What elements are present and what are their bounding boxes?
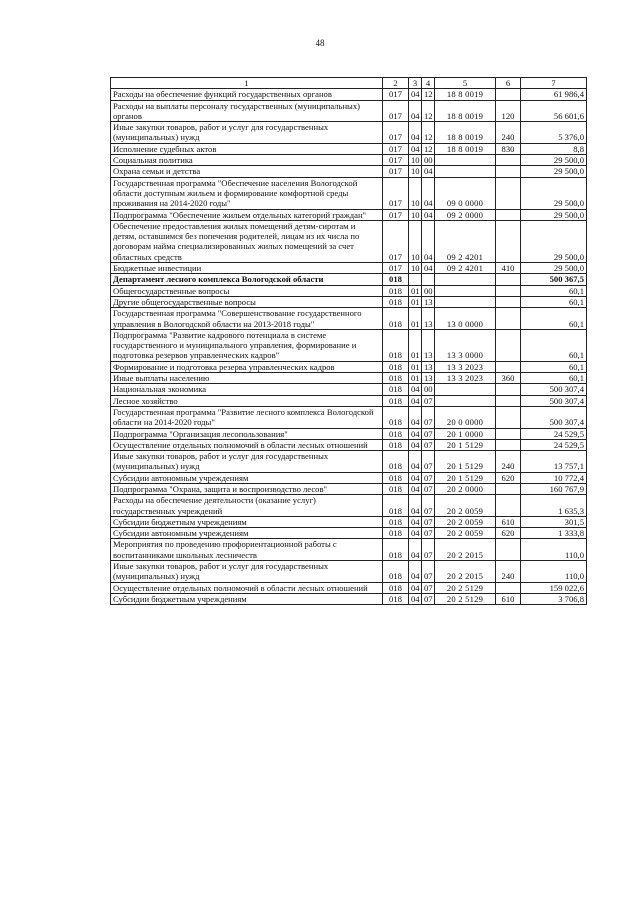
amount-cell: 61 986,4 — [521, 89, 587, 100]
subsection-code-cell: 13 — [422, 373, 435, 384]
section-code-cell: 10 — [409, 166, 422, 177]
amount-cell: 500 307,4 — [521, 406, 587, 428]
amount-cell: 500 307,4 — [521, 395, 587, 406]
ministry-code-cell: 018 — [383, 483, 409, 494]
subsection-code-cell: 07 — [422, 483, 435, 494]
expense-name-cell: Осуществление отдельных полномочий в области лесных отношений — [111, 439, 383, 450]
amount-cell: 10 772,4 — [521, 472, 587, 483]
subsection-code-cell: 07 — [422, 528, 435, 539]
ministry-code-cell: 017 — [383, 155, 409, 166]
expense-type-cell — [496, 89, 521, 100]
amount-cell: 29 500,0 — [521, 220, 587, 262]
table-row — [111, 285, 587, 296]
table-row — [111, 89, 587, 100]
amount-cell: 13 757,1 — [521, 451, 587, 473]
section-code-cell: 04 — [409, 439, 422, 450]
amount-cell: 24 529,5 — [521, 428, 587, 439]
amount-cell: 160 767,9 — [521, 483, 587, 494]
amount-cell: 29 500,0 — [521, 166, 587, 177]
expense-type-cell: 610 — [496, 516, 521, 527]
target-article-cell: 18 8 0019 — [435, 89, 496, 100]
expense-name-cell: Подпрограмма "Развитие кадрового потенциала в системе государственного и муниципального управления, формирование и подготовка резервов управленческих кадров" — [111, 329, 383, 361]
target-article-cell — [435, 296, 496, 307]
section-code-cell: 04 — [409, 89, 422, 100]
section-code-cell: 01 — [409, 361, 422, 372]
header-cell: 1 — [111, 78, 383, 89]
section-code-cell: 04 — [409, 100, 422, 122]
target-article-cell: 09 2 0000 — [435, 209, 496, 220]
target-article-cell: 20 2 2015 — [435, 561, 496, 583]
target-article-cell: 20 1 5129 — [435, 451, 496, 473]
expense-name-cell: Подпрограмма "Организация лесопользования" — [111, 428, 383, 439]
amount-cell: 500 307,4 — [521, 384, 587, 395]
amount-cell: 1 635,3 — [521, 495, 587, 517]
subsection-code-cell: 13 — [422, 361, 435, 372]
expense-name-cell: Субсидии автономным учреждениям — [111, 472, 383, 483]
target-article-cell — [435, 155, 496, 166]
expense-type-cell: 830 — [496, 143, 521, 154]
expense-type-cell — [496, 439, 521, 450]
table-row — [111, 263, 587, 274]
expense-type-cell: 240 — [496, 122, 521, 144]
expense-name-cell: Общегосударственные вопросы — [111, 285, 383, 296]
expense-name-cell: Формирование и подготовка резерва управленческих кадров — [111, 361, 383, 372]
target-article-cell: 18 8 0019 — [435, 143, 496, 154]
target-article-cell: 20 2 2015 — [435, 539, 496, 561]
section-code-cell: 04 — [409, 495, 422, 517]
expense-name-cell: Исполнение судебных актов — [111, 143, 383, 154]
section-code-cell: 10 — [409, 263, 422, 274]
expense-name-cell: Государственная программа "Развитие лесного комплекса Вологодской области на 2014-2020 годы" — [111, 406, 383, 428]
section-code-cell: 04 — [409, 561, 422, 583]
expense-type-cell: 120 — [496, 100, 521, 122]
table-row — [111, 406, 587, 428]
subsection-code-cell: 07 — [422, 582, 435, 593]
expense-name-cell: Субсидии автономным учреждениям — [111, 528, 383, 539]
subsection-code-cell: 04 — [422, 166, 435, 177]
ministry-code-cell: 017 — [383, 100, 409, 122]
amount-cell: 60,1 — [521, 373, 587, 384]
section-code-cell: 04 — [409, 428, 422, 439]
header-cell: 3 — [409, 78, 422, 89]
section-code-cell: 04 — [409, 582, 422, 593]
ministry-code-cell: 018 — [383, 495, 409, 517]
amount-cell: 1 333,8 — [521, 528, 587, 539]
ministry-code-cell: 018 — [383, 395, 409, 406]
table-row — [111, 561, 587, 583]
expense-type-cell — [496, 155, 521, 166]
target-article-cell: 20 2 0059 — [435, 516, 496, 527]
target-article-cell: 20 2 5129 — [435, 582, 496, 593]
expense-type-cell — [496, 220, 521, 262]
expense-name-cell: Социальная политика — [111, 155, 383, 166]
page-number: 48 — [315, 38, 325, 48]
expense-type-cell — [496, 495, 521, 517]
expense-type-cell — [496, 428, 521, 439]
subsection-code-cell: 07 — [422, 428, 435, 439]
table-row — [111, 177, 587, 209]
ministry-code-cell: 018 — [383, 451, 409, 473]
table-row — [111, 428, 587, 439]
ministry-code-cell: 018 — [383, 561, 409, 583]
table-row — [111, 539, 587, 561]
target-article-cell — [435, 166, 496, 177]
expense-type-cell: 240 — [496, 451, 521, 473]
section-code-cell: 10 — [409, 220, 422, 262]
header-cell: 4 — [422, 78, 435, 89]
table-row — [111, 220, 587, 262]
table-row — [111, 329, 587, 361]
expense-name-cell: Другие общегосударственные вопросы — [111, 296, 383, 307]
table-row — [111, 155, 587, 166]
subsection-code-cell: 12 — [422, 143, 435, 154]
section-code-cell: 04 — [409, 483, 422, 494]
table-row — [111, 143, 587, 154]
section-code-cell: 04 — [409, 395, 422, 406]
ministry-code-cell: 018 — [383, 528, 409, 539]
section-code-cell: 01 — [409, 329, 422, 361]
section-code-cell: 01 — [409, 296, 422, 307]
subsection-code-cell: 07 — [422, 516, 435, 527]
ministry-code-cell: 018 — [383, 384, 409, 395]
amount-cell: 110,0 — [521, 561, 587, 583]
ministry-code-cell: 017 — [383, 209, 409, 220]
ministry-code-cell: 018 — [383, 439, 409, 450]
expense-type-cell — [496, 361, 521, 372]
expense-name-cell: Расходы на обеспечение деятельности (оказание услуг) государственных учреждений — [111, 495, 383, 517]
expense-type-cell: 360 — [496, 373, 521, 384]
expense-type-cell: 610 — [496, 593, 521, 604]
expense-name-cell: Иные выплаты населению — [111, 373, 383, 384]
subsection-code-cell: 04 — [422, 263, 435, 274]
amount-cell: 60,1 — [521, 361, 587, 372]
expense-name-cell: Субсидии бюджетным учреждениям — [111, 593, 383, 604]
expense-name-cell: Подпрограмма "Охрана, защита и воспроизводство лесов" — [111, 483, 383, 494]
target-article-cell: 20 2 5129 — [435, 593, 496, 604]
header-cell: 6 — [496, 78, 521, 89]
expense-name-cell: Подпрограмма "Обеспечение жильем отдельных категорий граждан" — [111, 209, 383, 220]
expense-name-cell: Иные закупки товаров, работ и услуг для государственных (муниципальных) нужд — [111, 561, 383, 583]
amount-cell: 159 022,6 — [521, 582, 587, 593]
subsection-code-cell: 04 — [422, 177, 435, 209]
subsection-code-cell: 04 — [422, 209, 435, 220]
amount-cell: 500 367,5 — [521, 274, 587, 285]
expense-type-cell — [496, 177, 521, 209]
expense-name-cell: Мероприятия по проведению профориентационной работы с воспитанниками школьных лесничеств — [111, 539, 383, 561]
ministry-code-cell: 017 — [383, 143, 409, 154]
subsection-code-cell: 07 — [422, 406, 435, 428]
ministry-code-cell: 018 — [383, 274, 409, 285]
budget-table — [110, 77, 587, 605]
expense-name-cell: Расходы на обеспечение функций государственных органов — [111, 89, 383, 100]
amount-cell: 56 601,6 — [521, 100, 587, 122]
expense-type-cell — [496, 395, 521, 406]
ministry-code-cell: 018 — [383, 329, 409, 361]
section-code-cell — [409, 274, 422, 285]
expense-name-cell: Государственная программа "Совершенствование государственного управления в Вологодской области на 2013-2018 годы" — [111, 308, 383, 330]
target-article-cell: 18 8 0019 — [435, 100, 496, 122]
subsection-code-cell: 13 — [422, 329, 435, 361]
section-code-cell: 01 — [409, 308, 422, 330]
table-row — [111, 483, 587, 494]
subsection-code-cell: 00 — [422, 155, 435, 166]
table-body — [111, 78, 587, 605]
table-row — [111, 166, 587, 177]
expense-name-cell: Расходы на выплаты персоналу государственных (муниципальных) органов — [111, 100, 383, 122]
amount-cell: 29 500,0 — [521, 263, 587, 274]
ministry-code-cell: 018 — [383, 516, 409, 527]
target-article-cell: 20 0 0000 — [435, 406, 496, 428]
expense-type-cell — [496, 539, 521, 561]
amount-cell: 60,1 — [521, 296, 587, 307]
table-row — [111, 528, 587, 539]
ministry-code-cell: 017 — [383, 122, 409, 144]
subsection-code-cell: 07 — [422, 472, 435, 483]
subsection-code-cell: 12 — [422, 122, 435, 144]
target-article-cell: 13 3 0000 — [435, 329, 496, 361]
ministry-code-cell: 017 — [383, 220, 409, 262]
table-header-row — [111, 78, 587, 89]
ministry-code-cell: 018 — [383, 582, 409, 593]
subsection-code-cell — [422, 274, 435, 285]
table-row — [111, 384, 587, 395]
target-article-cell: 09 2 4201 — [435, 220, 496, 262]
target-article-cell: 09 2 4201 — [435, 263, 496, 274]
amount-cell: 110,0 — [521, 539, 587, 561]
section-code-cell: 04 — [409, 472, 422, 483]
table-row — [111, 495, 587, 517]
table-row — [111, 439, 587, 450]
expense-type-cell: 240 — [496, 561, 521, 583]
amount-cell: 60,1 — [521, 329, 587, 361]
section-code-cell: 04 — [409, 516, 422, 527]
ministry-code-cell: 018 — [383, 296, 409, 307]
ministry-code-cell: 018 — [383, 539, 409, 561]
section-code-cell: 04 — [409, 539, 422, 561]
section-code-cell: 10 — [409, 209, 422, 220]
header-cell: 2 — [383, 78, 409, 89]
section-code-cell: 04 — [409, 528, 422, 539]
expense-type-cell — [496, 285, 521, 296]
target-article-cell — [435, 285, 496, 296]
table-row — [111, 100, 587, 122]
section-code-cell: 04 — [409, 143, 422, 154]
header-cell: 5 — [435, 78, 496, 89]
amount-cell: 29 500,0 — [521, 209, 587, 220]
expense-name-cell: Департамент лесного комплекса Вологодской области — [111, 274, 383, 285]
expense-type-cell: 410 — [496, 263, 521, 274]
subsection-code-cell: 04 — [422, 220, 435, 262]
target-article-cell: 13 0 0000 — [435, 308, 496, 330]
expense-type-cell — [496, 296, 521, 307]
expense-type-cell — [496, 209, 521, 220]
table-row — [111, 451, 587, 473]
expense-name-cell: Государственная программа "Обеспечение населения Вологодской области доступным жильем и формирование комфортной среды проживания на 2014-2020 годы" — [111, 177, 383, 209]
section-code-cell: 04 — [409, 593, 422, 604]
expense-type-cell — [496, 308, 521, 330]
ministry-code-cell: 017 — [383, 89, 409, 100]
target-article-cell: 20 1 5129 — [435, 439, 496, 450]
table-row — [111, 122, 587, 144]
expense-type-cell: 620 — [496, 528, 521, 539]
expense-name-cell: Иные закупки товаров, работ и услуг для государственных (муниципальных) нужд — [111, 451, 383, 473]
section-code-cell: 04 — [409, 406, 422, 428]
table-row — [111, 516, 587, 527]
section-code-cell: 01 — [409, 373, 422, 384]
table-row — [111, 472, 587, 483]
ministry-code-cell: 018 — [383, 285, 409, 296]
section-code-cell: 10 — [409, 155, 422, 166]
amount-cell: 60,1 — [521, 308, 587, 330]
subsection-code-cell: 12 — [422, 100, 435, 122]
expense-name-cell: Субсидии бюджетным учреждениям — [111, 516, 383, 527]
table-row — [111, 274, 587, 285]
ministry-code-cell: 018 — [383, 406, 409, 428]
expense-type-cell — [496, 329, 521, 361]
expense-type-cell — [496, 582, 521, 593]
amount-cell: 60,1 — [521, 285, 587, 296]
table-row — [111, 209, 587, 220]
subsection-code-cell: 07 — [422, 439, 435, 450]
expense-name-cell: Лесное хозяйство — [111, 395, 383, 406]
target-article-cell — [435, 395, 496, 406]
ministry-code-cell: 018 — [383, 428, 409, 439]
ministry-code-cell: 018 — [383, 373, 409, 384]
header-cell: 7 — [521, 78, 587, 89]
expense-name-cell: Обеспечение предоставления жилых помещений детям-сиротам и детям, оставшимся без попечения родителей, лицам из их числа по договорам найма специализированных жилых помещений за счет областных средств — [111, 220, 383, 262]
subsection-code-cell: 13 — [422, 308, 435, 330]
table-row — [111, 296, 587, 307]
subsection-code-cell: 00 — [422, 285, 435, 296]
amount-cell: 3 706,8 — [521, 593, 587, 604]
table-row — [111, 373, 587, 384]
target-article-cell: 13 3 2023 — [435, 373, 496, 384]
expense-type-cell — [496, 274, 521, 285]
expense-type-cell — [496, 166, 521, 177]
ministry-code-cell: 017 — [383, 263, 409, 274]
ministry-code-cell: 018 — [383, 308, 409, 330]
amount-cell: 8,8 — [521, 143, 587, 154]
table-row — [111, 395, 587, 406]
target-article-cell — [435, 384, 496, 395]
subsection-code-cell: 07 — [422, 395, 435, 406]
section-code-cell: 10 — [409, 177, 422, 209]
expense-name-cell: Осуществление отдельных полномочий в области лесных отношений — [111, 582, 383, 593]
table-row — [111, 593, 587, 604]
amount-cell: 24 529,5 — [521, 439, 587, 450]
target-article-cell: 13 3 2023 — [435, 361, 496, 372]
expense-type-cell — [496, 384, 521, 395]
table-row — [111, 308, 587, 330]
table-row — [111, 582, 587, 593]
subsection-code-cell: 12 — [422, 89, 435, 100]
subsection-code-cell: 07 — [422, 593, 435, 604]
target-article-cell: 20 2 0000 — [435, 483, 496, 494]
section-code-cell: 04 — [409, 384, 422, 395]
subsection-code-cell: 13 — [422, 296, 435, 307]
target-article-cell: 18 8 0019 — [435, 122, 496, 144]
expense-type-cell: 620 — [496, 472, 521, 483]
ministry-code-cell: 018 — [383, 361, 409, 372]
subsection-code-cell: 00 — [422, 384, 435, 395]
subsection-code-cell: 07 — [422, 539, 435, 561]
ministry-code-cell: 017 — [383, 177, 409, 209]
target-article-cell: 20 2 0059 — [435, 495, 496, 517]
target-article-cell: 20 1 0000 — [435, 428, 496, 439]
expense-name-cell: Национальная экономика — [111, 384, 383, 395]
table-row — [111, 361, 587, 372]
ministry-code-cell: 018 — [383, 593, 409, 604]
expense-type-cell — [496, 483, 521, 494]
amount-cell: 29 500,0 — [521, 177, 587, 209]
section-code-cell: 04 — [409, 122, 422, 144]
amount-cell: 5 376,0 — [521, 122, 587, 144]
section-code-cell: 01 — [409, 285, 422, 296]
amount-cell: 301,5 — [521, 516, 587, 527]
ministry-code-cell: 018 — [383, 472, 409, 483]
subsection-code-cell: 07 — [422, 451, 435, 473]
section-code-cell: 04 — [409, 451, 422, 473]
subsection-code-cell: 07 — [422, 561, 435, 583]
expense-name-cell: Бюджетные инвестиции — [111, 263, 383, 274]
subsection-code-cell: 07 — [422, 495, 435, 517]
target-article-cell: 20 2 0059 — [435, 528, 496, 539]
target-article-cell: 20 1 5129 — [435, 472, 496, 483]
amount-cell: 29 500,0 — [521, 155, 587, 166]
ministry-code-cell: 017 — [383, 166, 409, 177]
expense-name-cell: Охрана семьи и детства — [111, 166, 383, 177]
target-article-cell: 09 0 0000 — [435, 177, 496, 209]
expense-type-cell — [496, 406, 521, 428]
target-article-cell — [435, 274, 496, 285]
expense-name-cell: Иные закупки товаров, работ и услуг для государственных (муниципальных) нужд — [111, 122, 383, 144]
